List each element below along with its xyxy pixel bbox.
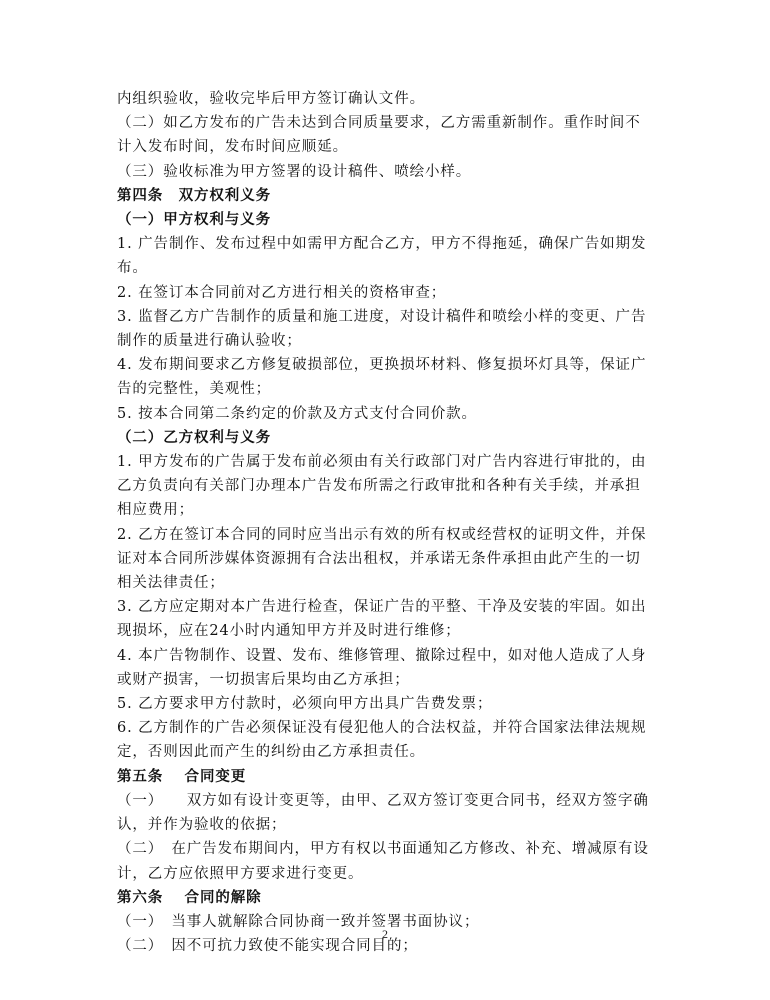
body-line: 计，乙方应依照甲方要求进行变更。: [117, 865, 364, 882]
body-line: 3. 乙方应定期对本广告进行检查，保证广告的平整、干净及安装的牢固。如出: [117, 599, 647, 616]
body-line: 认，并作为验收的依据；: [117, 817, 287, 834]
body-line: 2. 乙方在签订本合同的同时应当出示有效的所有权或经营权的证明文件，并保: [117, 526, 647, 543]
body-line: 6. 乙方制作的广告必须保证没有侵犯他人的合法权益，并符合国家法律法规规: [117, 720, 647, 737]
section-heading: 第五条 合同变更: [117, 767, 247, 785]
body-line: 1. 广告制作、发布过程中如需甲方配合乙方，甲方不得拖延，确保广告如期发: [117, 236, 647, 253]
section-heading: 第四条 双方权利义务: [117, 186, 271, 204]
body-line: 4. 发布期间要求乙方修复破损部位，更换损坏材料、修复损坏灯具等，保证广: [117, 357, 647, 374]
body-line: 5. 按本合同第二条约定的价款及方式支付合同价款。: [117, 405, 477, 422]
section-heading: （二）乙方权利与义务: [117, 428, 271, 446]
body-line: 或财产损害，一切损害后果均由乙方承担；: [117, 671, 410, 688]
body-line: （一） 当事人就解除合同协商一致并签署书面协议；: [117, 913, 480, 930]
body-line: （一） 双方如有设计变更等，由甲、乙双方签订变更合同书，经双方签字确: [117, 792, 649, 809]
body-line: 3. 监督乙方广告制作的质量和施工进度，对设计稿件和喷绘小样的变更、广告: [117, 308, 647, 325]
body-line: 布。: [117, 260, 148, 277]
body-line: 证对本合同所涉媒体资源拥有合法出租权，并承诺无条件承担由此产生的一切: [117, 550, 641, 567]
body-line: 现损坏，应在24小时内通知甲方并及时进行维修；: [117, 623, 461, 640]
body-line: 乙方负责向有关部门办理本广告发布所需之行政审批和各种有关手续，并承担: [117, 478, 641, 495]
body-line: （三）验收标准为甲方签署的设计稿件、喷绘小样。: [117, 163, 472, 180]
body-line: 告的完整性，美观性；: [117, 381, 271, 398]
body-line: 2. 在签订本合同前对乙方进行相关的资格审查；: [117, 284, 447, 301]
page-number: 2: [382, 927, 388, 941]
body-line: （二） 在广告发布期间内，甲方有权以书面通知乙方修改、补充、增减原有设: [117, 841, 649, 858]
body-line: 5. 乙方要求甲方付款时，必须向甲方出具广告费发票；: [117, 696, 493, 713]
body-line: （二） 因不可抗力致使不能实现合同目的；: [117, 938, 418, 955]
section-heading: （一）甲方权利与义务: [117, 211, 271, 229]
body-line: 内组织验收，验收完毕后甲方签订确认文件。: [117, 91, 425, 107]
document-body: [117, 87, 657, 958]
body-line: 4. 本广告物制作、设置、发布、维修管理、撤除过程中，如对他人造成了人身: [117, 647, 647, 664]
body-line: 1. 甲方发布的广告属于发布前必须由有关行政部门对广告内容进行审批的，由: [117, 454, 647, 471]
section-heading: 第六条 合同的解除: [117, 888, 262, 906]
body-line: 相应费用；: [117, 502, 194, 519]
body-line: 制作的质量进行确认验收；: [117, 333, 302, 350]
body-line: 计入发布时间，发布时间应顺延。: [117, 139, 348, 156]
body-line: 定，否则因此而产生的纠纷由乙方承担责任。: [117, 744, 425, 761]
body-line: （二）如乙方发布的广告未达到合同质量要求，乙方需重新制作。重作时间不: [117, 115, 641, 132]
body-line: 相关法律责任；: [117, 575, 225, 592]
